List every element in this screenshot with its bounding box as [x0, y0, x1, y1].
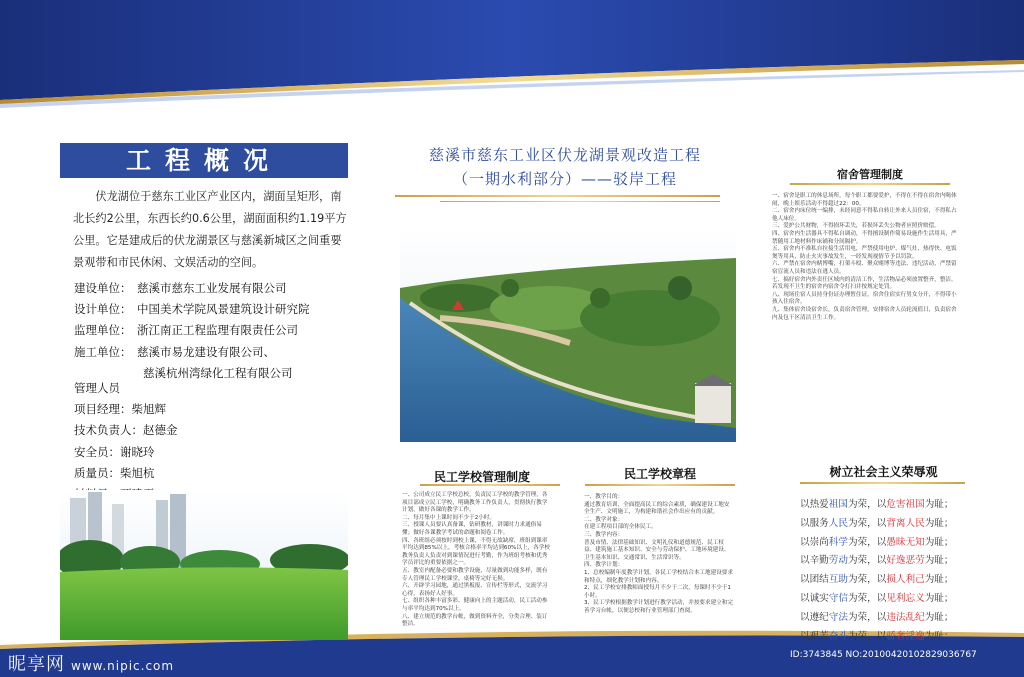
unit-value: 中国美术学院风景建筑设计研究院: [137, 302, 310, 317]
honor-list: [800, 496, 970, 646]
watermark-id: ID:3743845 NO:20100420102829036767: [790, 650, 977, 660]
school-charter-title: 民工学校章程: [623, 467, 696, 481]
staff-item: 质量员：柴旭杭: [74, 465, 155, 480]
school-rules-divider: [420, 484, 560, 486]
dorm-item: 一、宿舍是职工的休息场所，每个职工都要爱护，不得在不得在宿舍内喝体闹，晚上娱乐活动不得超过22：00。: [772, 193, 957, 207]
dorm-item: 六、严禁在宿舍内赌博嘴，打架斗殴、聚众赌博等违法、违纪活动，严禁留宿盲流人员和违法在逃人员。: [772, 261, 957, 275]
school-rules-item: 六、开辟学习园地，通过黑板报、宣传栏等形式，交流学习心得，表扬好人好事。: [402, 583, 548, 597]
unit-list: [74, 278, 359, 384]
dorm-divider: [790, 183, 950, 185]
school-charter-item: 二、教学对象：: [584, 516, 624, 523]
dorm-item: 七、搞好宿舍内外责任区域内的清洁工作，生活物品必须放置整齐，整洁。若发现不卫生的宿舍内宿舍令打扫并按规定处罚。: [772, 276, 957, 291]
dorm-title: 宿舍管理制度: [837, 168, 903, 181]
school-charter-item: 1、总校编制年度教学计划，各民工学校结合本工地建设要求和特点，细化教学计划和内容。: [584, 569, 733, 584]
staff-item: 安全员：谢晓玲: [74, 444, 155, 459]
school-rules-item: 一、公司成立民工学校总校，负责民工学校的教学管理，各项目部成立民工学校，明确教务工作负责人，贯彻执行教学计划，做好各课的教学工作。: [402, 492, 548, 514]
unit-row-extra: 慈溪杭州湾绿化工程有限公司: [143, 365, 293, 380]
school-rules-title: 民工学校管理制度: [433, 470, 530, 484]
dorm-item: 四、宿舍内生活器具不得私自调动，不得擅设制作简易设施作生活用具，严禁随用工地材料作床铺和分间隔护。: [772, 230, 957, 245]
school-charter-item: 四、教学计划：: [584, 562, 624, 569]
school-charter-item: 一、教学目的：: [584, 494, 624, 500]
school-charter-item: 3、民工学校根据教学计划进行教学活动，并按要求建立和完善学习台帐，以便总校和行业管理部门查阅。: [584, 600, 733, 614]
school-rules-item: 三、授课人员要认真备课，钻研教材，讲课时力求通俗易懂；做好各课教学考试的命题和阅卷工作。: [402, 522, 542, 536]
honor-title: 树立社会主义荣辱观: [829, 465, 938, 479]
title-divider: [395, 195, 720, 197]
unit-value: 浙江南正工程监理有限责任公司: [137, 323, 298, 338]
honor-divider: [800, 482, 965, 484]
dorm-body: [772, 193, 958, 322]
honor-line: 以辛勤劳动为荣，以好逸恶劳为耻；: [800, 555, 954, 567]
honor-line: 以团结互助为荣，以损人利己为耻；: [800, 574, 954, 586]
unit-row: [74, 320, 359, 341]
unit-value: 慈溪市慈东工业发展有限公司: [137, 281, 287, 295]
dorm-item: 三、爱护公共财物，不得损坏丢失，若损坏丢失公物者应照价赔偿。: [772, 223, 940, 230]
honor-line: 以崇尚科学为荣，以愚昧无知为耻；: [800, 536, 954, 548]
unit-value: 慈溪市易龙建设有限公司、: [137, 344, 275, 359]
dorm-item: 九、集体宿舍设宿舍长，负责宿舍管理，安排宿舍人员轮流值日，负责宿舍内及包干区清洁卫生工作。: [772, 306, 957, 321]
overview-intro: 伏龙湖位于慈东工业区产业区内，湖面呈矩形，南北长约2公里，东西长约0.6公里，湖面面积约1.19平方公里。它是建成后的伏龙湖景区与慈溪新城区之间重要景观带和市民休闲、文娱活动的空间。: [73, 190, 347, 269]
school-charter-item: 三、教学内容：: [584, 531, 624, 538]
dorm-item: 五、宿舍内不准私自拉接生活用电，严禁使用电炉、煤气灶、热得快、电饭煲等用具，防止火灾事故发生，一经发现视情节予以罚款。: [772, 246, 957, 260]
honor-line: 以诚实守信为荣，以见利忘义为耻；: [800, 592, 954, 604]
school-charter-item: 通过教育培训、全面提高民工的综合素质，确保建设工地安全生产、文明施工，为构建和谐社会作出应有的贡献。: [584, 501, 730, 516]
title-divider-thin: [440, 201, 720, 202]
honor-line: 以遵纪守法为荣，以违法乱纪为耻；: [800, 611, 954, 623]
unit-label: 建设单位：: [74, 281, 132, 295]
unit-row: [74, 278, 359, 299]
project-title: [395, 143, 735, 191]
project-title-line1: 慈溪市慈东工业区伏龙湖景观改造工程: [428, 146, 701, 164]
unit-label: 施工单位：: [74, 344, 132, 359]
unit-label: 设计单位：: [74, 302, 132, 317]
school-charter-body: [584, 494, 734, 616]
landscape-rendering: [400, 228, 736, 442]
unit-row: [74, 299, 359, 320]
school-rules-item: 四、各班组必须按时到校上课，不得无故缺席，班组到课率平均达到85%以上，考核合格率平均达到60%以上，各学校教务负责人负责对到课情况进行考勤，作为班组考核和优秀学员评比的重要依据之一。: [402, 537, 550, 567]
school-rules-item: 八、建立规范的教学台帐，做到资料齐全，分类合理、装订整洁。: [402, 613, 548, 628]
staff-title: 管理人员: [74, 381, 120, 395]
dorm-item: 二、宿舍内床位统一编排，未经同意不得私自转让外来人员住宿，不得私占他人床位。: [772, 208, 957, 222]
unit-label: 监理单位：: [74, 323, 132, 338]
school-charter-item: 在建工程项目部的全体民工。: [584, 524, 657, 531]
overview-title: 工程概况: [60, 143, 348, 178]
school-charter-item: 2、民工学校安排教师面授每月不少于二次，每课时不少于1小时。: [584, 585, 731, 599]
school-rules-body: [402, 492, 552, 629]
city-park-photo: [60, 490, 348, 640]
honor-line: 以服务人民为荣，以背离人民为耻；: [800, 517, 954, 529]
unit-row: [74, 342, 359, 363]
school-charter-item: 普及市情、法律基础知识、文明礼仪和道德规范、民工权益、建筑施工基本知识、安全与劳动保护、工地环境建设、卫生基本知识、交通常识、生活常识等。: [584, 539, 730, 561]
school-rules-item: 七、组织各种丰富多彩、健康向上的主题活动，民工活动参与率平均达到70%以上。: [402, 598, 548, 612]
dorm-item: 八、现场住宿人员持身份证办理暂住证，宿舍住宿实行男女分开，不得带小孩入住宿舍。: [772, 291, 957, 306]
honor-line: 以热爱祖国为荣，以危害祖国为耻；: [800, 499, 954, 510]
honor-line: 以艰苦奋斗为荣，以骄奢淫逸为耻；: [800, 630, 954, 642]
school-rules-item: 五、教室内配备必要和教学设施，尽量做到功能多样，既有专人管理民工学校课堂，桌椅等完好无损。: [402, 567, 548, 582]
school-rules-item: 二、每月集中上课时间不少于2小时。: [402, 514, 496, 521]
watermark-logo: 昵享网 www.nipic.com: [8, 654, 175, 675]
school-charter-divider: [585, 484, 735, 486]
project-title-line2: （一期水利部分）——驳岸工程: [452, 170, 677, 188]
staff-item: 项目经理：柴旭辉: [74, 402, 166, 417]
top-banner: [0, 0, 1024, 118]
staff-item: 技术负责人：赵德金: [74, 423, 178, 438]
staff-list: [74, 378, 274, 505]
